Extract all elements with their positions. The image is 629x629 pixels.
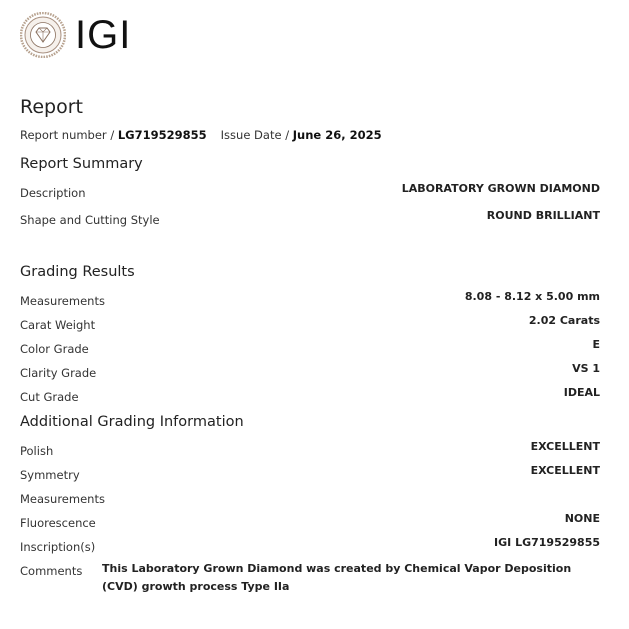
- row-value: E: [592, 338, 600, 351]
- row-inscription: [20, 536, 600, 552]
- report-number: LG719529855: [117, 128, 207, 142]
- row-label: Symmetry: [20, 468, 80, 482]
- brand-name: IGI: [75, 13, 132, 57]
- row-value: EXCELLENT: [530, 440, 600, 453]
- row-label: Color Grade: [20, 342, 89, 356]
- row-label: Description: [20, 186, 86, 200]
- row-description: [20, 182, 600, 198]
- row-shape: [20, 209, 600, 225]
- row-fluorescence: [20, 512, 600, 528]
- page-title: Report: [20, 96, 83, 118]
- row-value: IDEAL: [563, 386, 600, 399]
- issue-date-label: Issue Date /: [220, 128, 293, 142]
- row-value: ROUND BRILLIANT: [486, 209, 600, 222]
- row-value: 2.02 Carats: [528, 314, 600, 327]
- row-carat: [20, 314, 600, 330]
- igi-seal-icon: [20, 12, 66, 58]
- row-value: EXCELLENT: [530, 464, 600, 477]
- row-value: NONE: [564, 512, 600, 525]
- row-label: Comments: [20, 564, 83, 578]
- row-label: Inscription(s): [20, 540, 96, 554]
- comments-value: This Laboratory Grown Diamond was created by Chemical Vapor Deposition (CVD) growth process Type IIa: [102, 562, 572, 593]
- report-number-label: Report number /: [20, 128, 118, 142]
- row-label: Shape and Cutting Style: [20, 213, 160, 227]
- row-measurements-additional: [20, 488, 600, 504]
- row-label: Clarity Grade: [20, 366, 97, 380]
- row-polish: [20, 440, 600, 456]
- row-color: [20, 338, 600, 354]
- row-label: Polish: [20, 444, 54, 458]
- row-label: Measurements: [20, 492, 105, 506]
- row-label: Carat Weight: [20, 318, 96, 332]
- row-label: Fluorescence: [20, 516, 96, 530]
- row-label: Measurements: [20, 294, 105, 308]
- row-symmetry: [20, 464, 600, 480]
- section-title-additional: Additional Grading Information: [20, 414, 244, 430]
- section-title-summary: Report Summary: [20, 156, 143, 172]
- issue-date: June 26, 2025: [292, 128, 382, 142]
- brand-logo: [20, 12, 131, 58]
- section-title-grading: Grading Results: [20, 264, 135, 280]
- row-value: LABORATORY GROWN DIAMOND: [401, 182, 600, 195]
- row-measurements: [20, 290, 600, 306]
- row-value: 8.08 - 8.12 x 5.00 mm: [464, 290, 600, 303]
- row-label: Cut Grade: [20, 390, 79, 404]
- row-value: VS 1: [572, 362, 600, 375]
- row-value: IGI LG719529855: [494, 536, 600, 549]
- row-cut: [20, 386, 600, 402]
- row-clarity: [20, 362, 600, 378]
- report-meta: [20, 128, 382, 142]
